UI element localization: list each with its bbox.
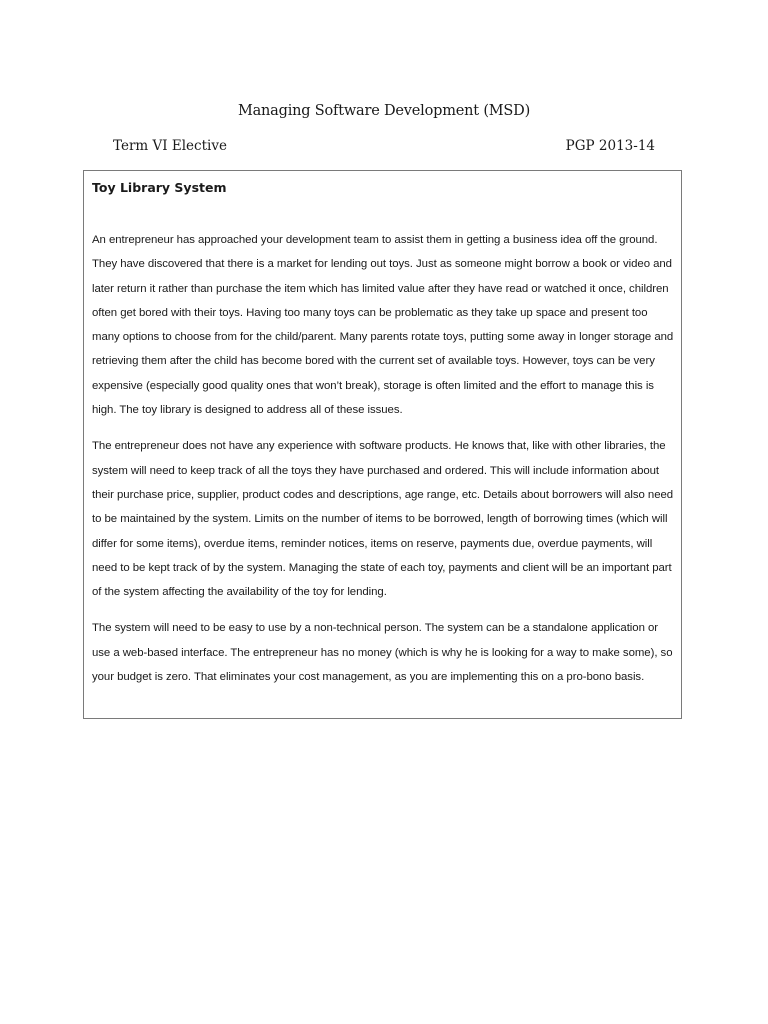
paragraph-requirements: The entrepreneur does not have any experience with software products. He knows that, like with other libraries, the system will need to keep track of all the toys they have purchased and ordered. This will include information about their purchase price, supplier, product codes and descriptions, age range, etc. Details about borrowers will also need to be maintained by the system. Limits on the number of items to be borrowed, length of borrowing times (which will differ for some items), overdue items, reminder notices, items on reserve, payments due, overdue payments, will need to be kept track of by the system. Managing the state of each toy, payments and client will be an important part of the system affecting the availability of the toy for lending. xyxy=(92,440,674,599)
case-description-box xyxy=(83,170,682,719)
paragraph-constraints: The system will need to be easy to use by a non-technical person. The system can be a standalone application or use a web-based interface. The entrepreneur has no money (which is why he is looking for a way to make some), so your budget is zero. That eliminates your cost management, as you are implementing this on a pro-bono basis. xyxy=(92,622,673,684)
case-heading: Toy Library System xyxy=(92,180,227,195)
document-title: Managing Software Development (MSD) xyxy=(237,103,531,119)
paragraph-intro: An entrepreneur has approached your development team to assist them in getting a business idea off the ground. They have discovered that there is a market for lending out toys. Just as someone might borrow a book or video and later return it rather than purchase the item which has limited value after they have read or watched it once, children often get bored with their toys. Having too many toys can be problematic as they take up space and present too many options to choose from for the child/parent. Many parents rotate toys, putting some away in longer storage and retrieving them after the child has become bored with the current set of available toys. However, toys can be very expensive (especially good quality ones that won’t break), storage is often limited and the effort to manage this is high. The toy library is designed to address all of these issues. xyxy=(92,234,674,417)
program-label: PGP 2013-14 xyxy=(565,138,655,154)
term-label: Term VI Elective xyxy=(113,138,227,154)
